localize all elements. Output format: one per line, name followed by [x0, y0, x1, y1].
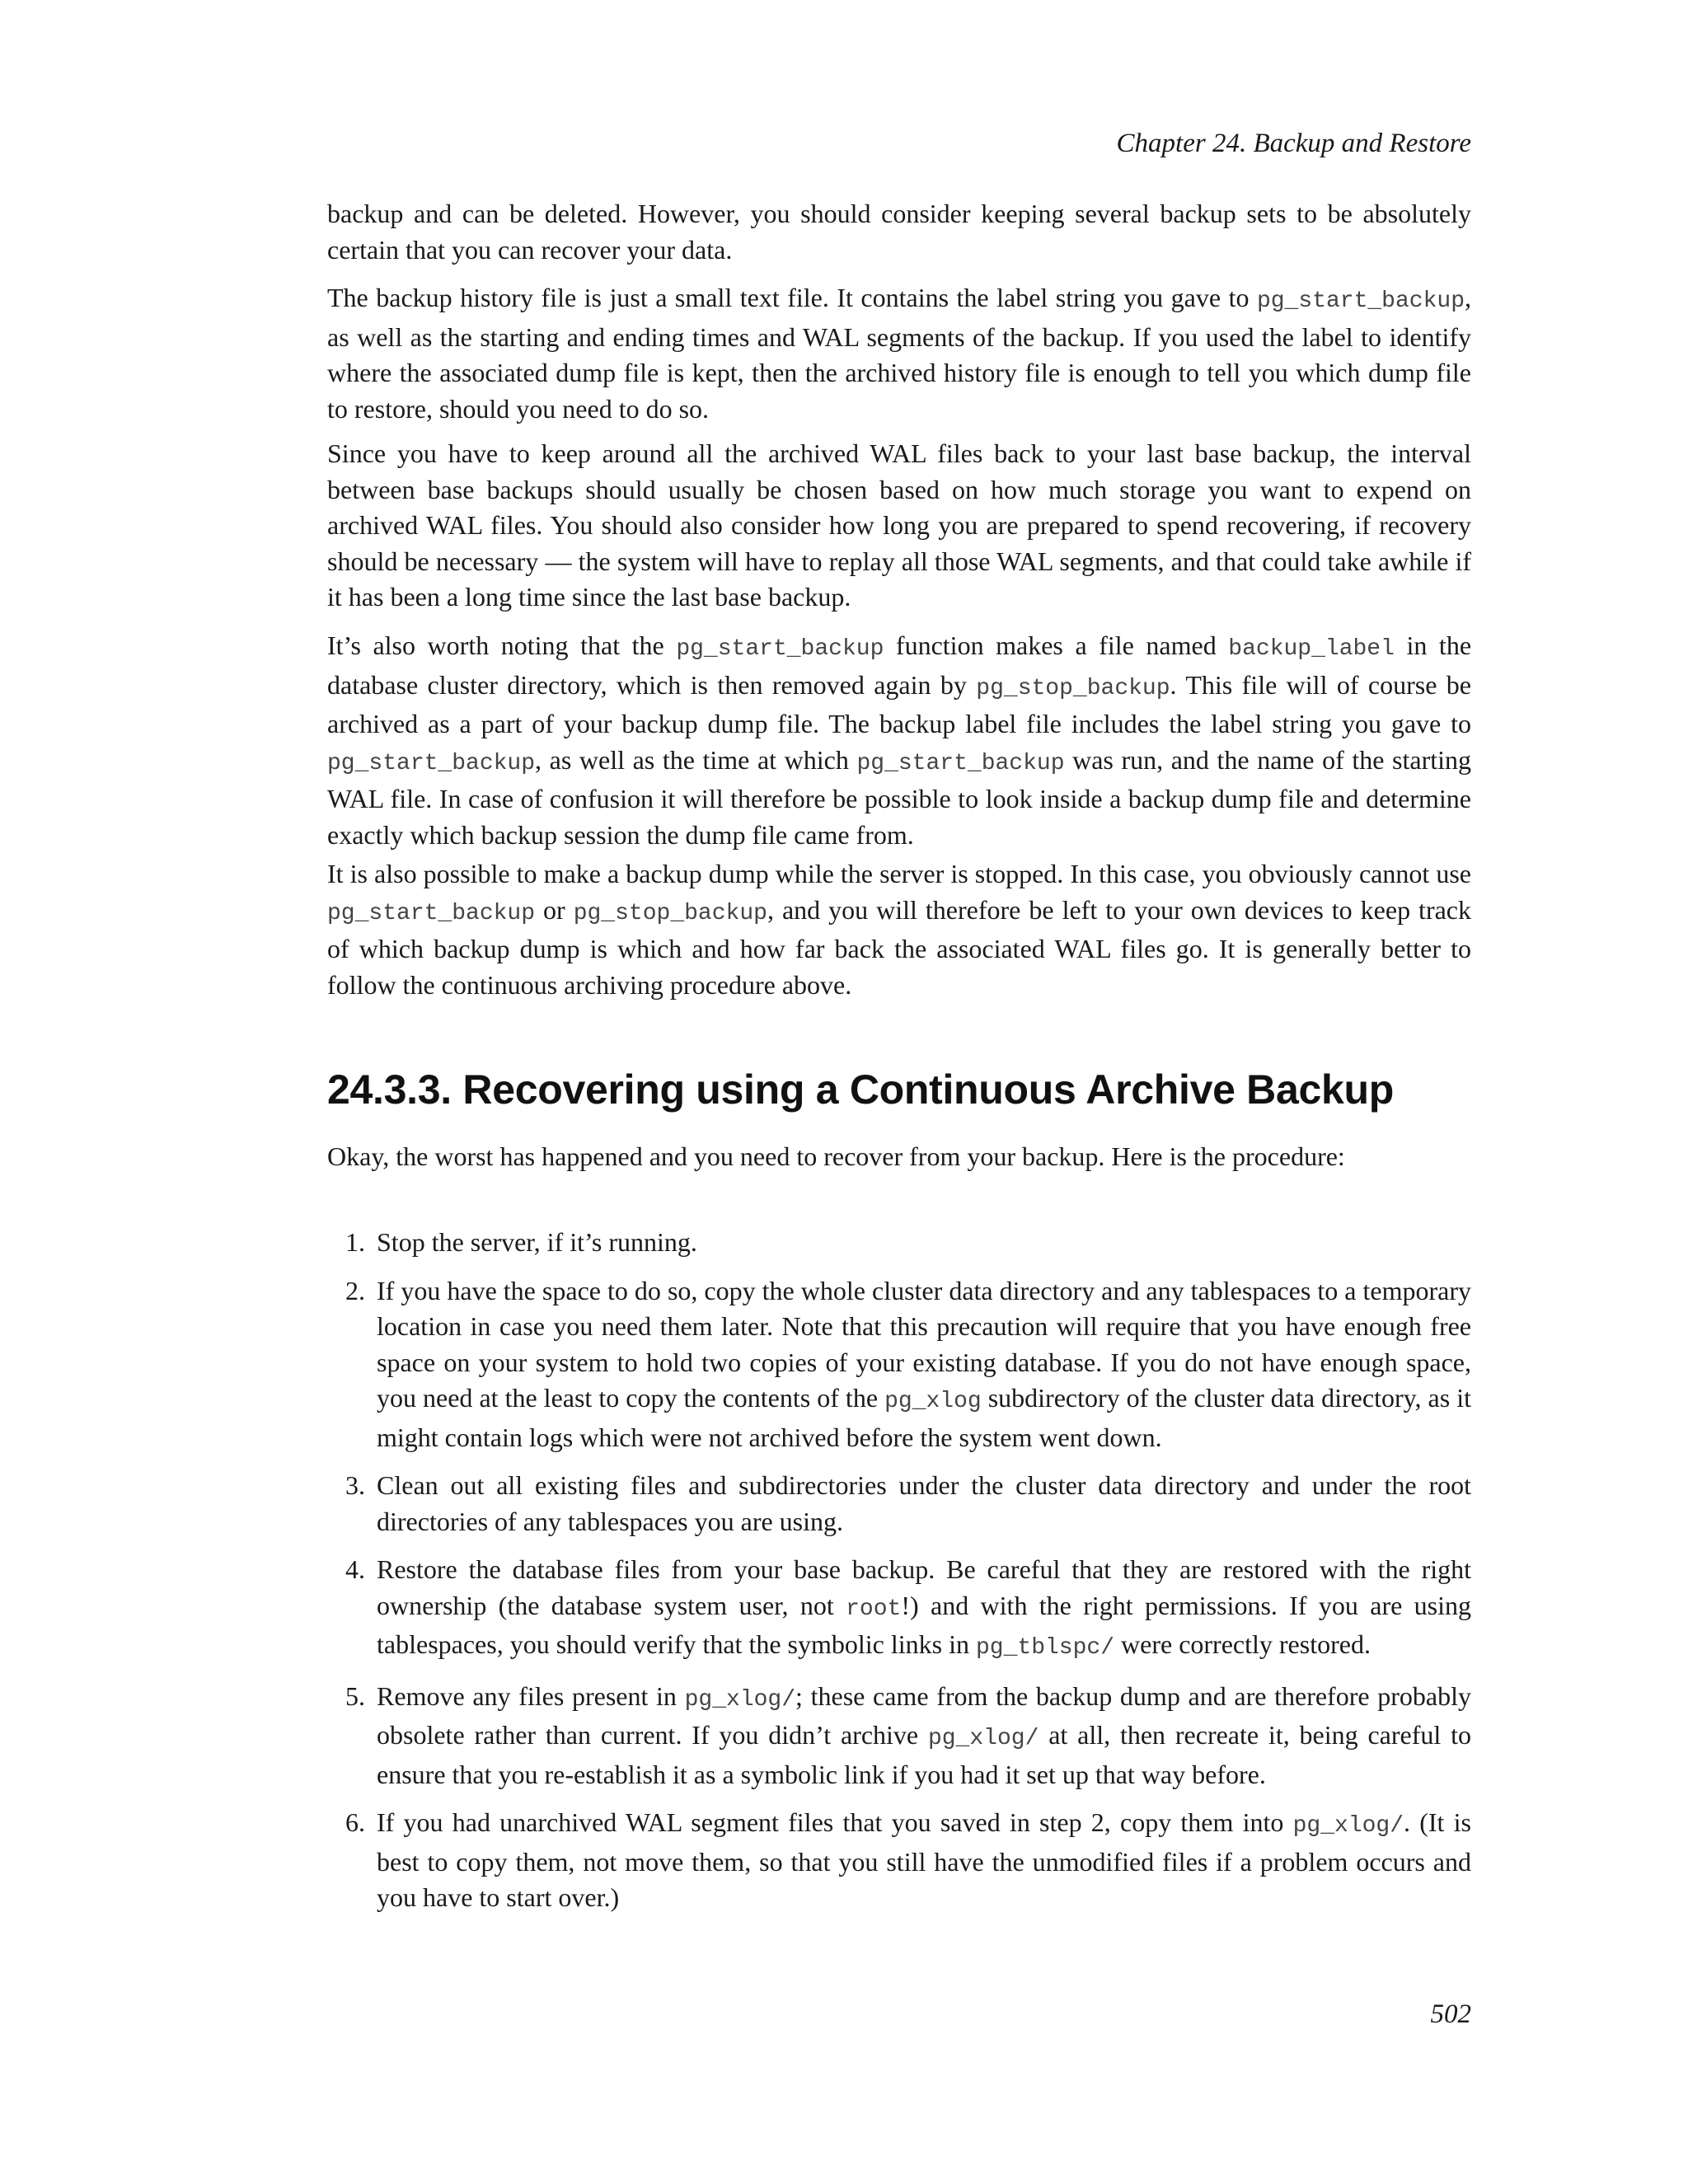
text-run: Remove any files present in [377, 1680, 685, 1711]
text-run: , and you will therefore be left to your own devices to keep track of which backup dump is which and how far back the associated WAL files go. It is generally better to follow the continuous archiving procedure above. [327, 894, 1472, 1000]
code-pg-start-backup: pg_start_backup [1256, 288, 1465, 314]
list-item [327, 1225, 1471, 1261]
text-run: Clean out all existing files and subdirectories under the cluster data directory and under the root directories of any tablespaces you are using. [377, 1470, 1471, 1536]
list-item [327, 1679, 1471, 1793]
text-run: at all, then recreate it, being careful to ensure that you re-establish it as a symbolic link if you had it set up that way before. [377, 1720, 1472, 1789]
code-root: root [846, 1596, 902, 1622]
paragraph-backup-label-file [327, 628, 1471, 853]
section-heading: 24.3.3. Recovering using a Continuous Archive Backup [327, 1066, 1394, 1113]
list-item-text [377, 1273, 1471, 1456]
text-run: , as well as the time at which [535, 744, 857, 775]
running-header: Chapter 24. Backup and Restore [1116, 129, 1471, 158]
code-backup-label: backup_label [1228, 636, 1395, 662]
list-item-text [377, 1805, 1471, 1916]
text-run: or [535, 894, 574, 925]
recovery-steps-list [327, 1225, 1471, 1916]
text-run: It’s also worth noting that the [327, 630, 677, 660]
code-pg-start-backup: pg_start_backup [327, 900, 536, 926]
code-pg-stop-backup: pg_stop_backup [976, 675, 1170, 701]
list-item-number: 5. [345, 1680, 365, 1711]
text-run: . This file will of course be archived as a part of your backup dump file. The backup label file includes the label string you gave to [327, 669, 1472, 738]
text-run: in the database cluster directory, which is then removed again by [327, 630, 1472, 700]
text-run: The backup history file is just a small text file. It contains the label string you gave to [327, 283, 1257, 312]
text-run: !) and with the right permissions. If you are using tablespaces, you should verify that the symbolic links in [377, 1590, 1472, 1659]
list-item [327, 1552, 1471, 1666]
code-pg-start-backup: pg_start_backup [856, 750, 1065, 776]
list-item-number: 6. [345, 1807, 365, 1837]
text-run: function makes a file named [884, 630, 1229, 660]
list-item-text [377, 1225, 1471, 1261]
code-pg-stop-backup: pg_stop_backup [573, 900, 767, 926]
text-run: It is also possible to make a backup dump while the server is stopped. In this case, you obviously cannot use [327, 859, 1471, 888]
paragraph-stopped-server-backup [327, 856, 1471, 1003]
list-item-text [377, 1468, 1471, 1540]
text-run: Restore the database files from your base backup. Be careful that they are restored with the right ownership (the database system user, not [377, 1554, 1471, 1620]
code-pg-xlog: pg_xlog/ [684, 1686, 796, 1713]
text-run: , as well as the starting and ending times and WAL segments of the backup. If you used the label to identify where the associated dump file is kept, then the archived history file is enough to tell you which dump file to restore, should you need to do so. [327, 283, 1471, 424]
code-pg-start-backup: pg_start_backup [676, 636, 884, 662]
text-run: If you have the space to do so, copy the whole cluster data directory and any tablespaces to a temporary location in case you need them later. Note that this precaution will require that you have enough free space on your system to hold two copies of your existing database. If you do not have enough space, you need at the least to copy the contents of the [377, 1275, 1471, 1413]
code-pg-xlog: pg_xlog/ [927, 1726, 1039, 1751]
paragraph-backup-sets: backup and can be deleted. However, you should consider keeping several backup sets to be absolutely certain that you can recover your data. [327, 199, 1471, 265]
code-pg-start-backup: pg_start_backup [327, 750, 536, 776]
paragraph-backup-history-file [327, 280, 1471, 427]
list-item-text [377, 1679, 1471, 1793]
code-pg-xlog: pg_xlog [884, 1389, 982, 1414]
list-item-text [377, 1552, 1471, 1666]
list-item [327, 1805, 1471, 1916]
list-item [327, 1468, 1471, 1540]
code-pg-tblspc: pg_tblspc/ [975, 1635, 1115, 1661]
section-intro: Okay, the worst has happened and you need to recover from your backup. Here is the procedure: [327, 1141, 1345, 1171]
text-run: ; these came from the backup dump and are therefore probably obsolete rather than current. If you didn’t archive [377, 1680, 1472, 1750]
list-item-number: 1. [345, 1227, 365, 1257]
list-item-number: 4. [345, 1554, 365, 1584]
text-run: If you had unarchived WAL segment files that you saved in step 2, copy them into [377, 1807, 1293, 1837]
code-pg-xlog: pg_xlog/ [1292, 1813, 1404, 1839]
page-number: 502 [1430, 1999, 1471, 2029]
paragraph-base-backup-interval: Since you have to keep around all the archived WAL files back to your last base backup, the interval between base backups should usually be chosen based on how much storage you want to expend on archived WAL files. You should also consider how long you are prepared to spend recovering, if recovery should be necessary — the system will have to replay all those WAL segments, and that could take awhile if it has been a long time since the last base backup. [327, 438, 1471, 612]
text-run: subdirectory of the cluster data directory, as it might contain logs which were not archived before the system went down. [377, 1383, 1472, 1452]
text-run: Stop the server, if it’s running. [377, 1227, 697, 1257]
list-item-number: 3. [345, 1470, 365, 1500]
text-run: . (It is best to copy them, not move them, so that you still have the unmodified files if a problem occurs and you have to start over.) [377, 1807, 1472, 1912]
list-item-number: 2. [345, 1275, 365, 1305]
text-run: was run, and the name of the starting WAL file. In case of confusion it will therefore be possible to look inside a backup dump file and determine exactly which backup session the dump file came from. [327, 744, 1472, 850]
text-run: were correctly restored. [1114, 1629, 1371, 1659]
list-item [327, 1273, 1471, 1456]
